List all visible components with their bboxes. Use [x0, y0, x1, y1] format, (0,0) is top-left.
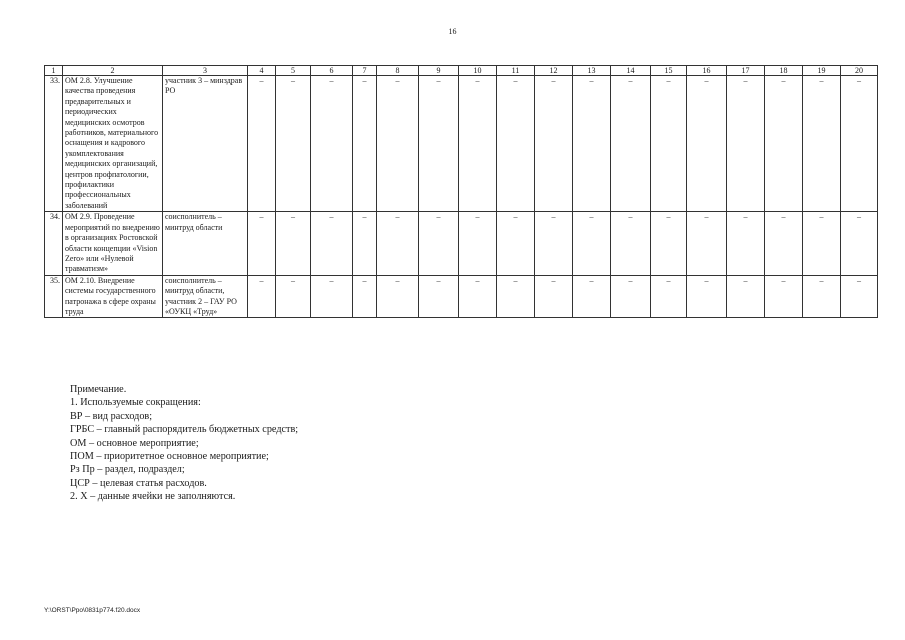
- value-cell: –: [765, 275, 803, 318]
- value-cell: –: [497, 212, 535, 275]
- value-cell: –: [248, 212, 276, 275]
- column-header: 11: [497, 66, 535, 76]
- value-cell: –: [573, 212, 611, 275]
- value-cell: –: [841, 275, 878, 318]
- value-cell: –: [311, 76, 353, 212]
- column-header: 20: [841, 66, 878, 76]
- column-header: 10: [459, 66, 497, 76]
- column-header: 6: [311, 66, 353, 76]
- value-cell: –: [535, 76, 573, 212]
- value-cell: –: [687, 275, 727, 318]
- value-cell: –: [459, 275, 497, 318]
- file-path-footer: Y:\ORST\Ppo\0831p774.f20.docx: [44, 607, 141, 614]
- value-cell: –: [727, 212, 765, 275]
- column-header: 4: [248, 66, 276, 76]
- row-number-cell: 35.: [45, 275, 63, 318]
- value-cell: –: [497, 275, 535, 318]
- note-line: ЦСР – целевая статья расходов.: [70, 477, 207, 489]
- value-cell: –: [651, 76, 687, 212]
- value-cell: –: [419, 212, 459, 275]
- value-cell: –: [765, 76, 803, 212]
- column-header: 17: [727, 66, 765, 76]
- value-cell: –: [687, 212, 727, 275]
- executor-cell: участник 3 – минздрав РО: [163, 76, 248, 212]
- page-number: 16: [448, 27, 457, 36]
- value-cell: –: [377, 76, 419, 212]
- value-cell: –: [651, 275, 687, 318]
- value-cell: –: [419, 76, 459, 212]
- value-cell: –: [419, 275, 459, 318]
- note-line: ОМ – основное мероприятие;: [70, 437, 199, 449]
- note-line: Рз Пр – раздел, подраздел;: [70, 464, 185, 476]
- column-header: 19: [803, 66, 841, 76]
- column-header: 15: [651, 66, 687, 76]
- measure-name-cell: ОМ 2.10. Внедрение системы государственного патронажа в сфере охраны труда: [63, 275, 163, 318]
- value-cell: –: [248, 275, 276, 318]
- note-line: 1. Используемые сокращения:: [70, 397, 201, 409]
- data-table: [44, 65, 878, 318]
- value-cell: –: [611, 212, 651, 275]
- column-header: 1: [45, 66, 63, 76]
- value-cell: –: [377, 212, 419, 275]
- column-header: 7: [353, 66, 377, 76]
- column-header: 3: [163, 66, 248, 76]
- table-row: [45, 275, 878, 318]
- value-cell: –: [651, 212, 687, 275]
- value-cell: –: [311, 212, 353, 275]
- value-cell: –: [276, 76, 311, 212]
- column-header: 12: [535, 66, 573, 76]
- value-cell: –: [535, 275, 573, 318]
- row-number-cell: 33.: [45, 76, 63, 212]
- note-title: Примечание.: [70, 384, 127, 395]
- value-cell: –: [803, 76, 841, 212]
- value-cell: –: [803, 212, 841, 275]
- note-section: [70, 383, 298, 504]
- note-line: ГРБС – главный распорядитель бюджетных средств;: [70, 424, 299, 436]
- value-cell: –: [727, 275, 765, 318]
- note-line: ПОМ – приоритетное основное мероприятие;: [70, 451, 269, 463]
- column-header: 8: [377, 66, 419, 76]
- value-cell: –: [573, 76, 611, 212]
- value-cell: –: [353, 76, 377, 212]
- executor-cell: соисполнитель – минтруд области, участник 2 – ГАУ РО «ОУКЦ «Труд»: [163, 275, 248, 318]
- column-header: 13: [573, 66, 611, 76]
- table-header-row: [45, 66, 878, 76]
- value-cell: –: [803, 275, 841, 318]
- value-cell: –: [573, 275, 611, 318]
- value-cell: –: [765, 212, 803, 275]
- value-cell: –: [248, 76, 276, 212]
- column-header: 16: [687, 66, 727, 76]
- column-header: 5: [276, 66, 311, 76]
- measure-name-cell: ОМ 2.8. Улучшение качества проведения предварительных и периодических медицинских осмотров работников, материального оснащения и кадрового укомплектования медицинских организаций, центров профпатологии, профилактики профессиональных заболеваний: [63, 76, 163, 212]
- note-line: ВР – вид расходов;: [70, 410, 153, 422]
- column-header: 14: [611, 66, 651, 76]
- value-cell: –: [611, 76, 651, 212]
- value-cell: –: [841, 212, 878, 275]
- value-cell: –: [276, 275, 311, 318]
- column-header: 18: [765, 66, 803, 76]
- note-line: 2. Х – данные ячейки не заполняются.: [70, 491, 236, 503]
- table-body: [45, 76, 878, 318]
- value-cell: –: [611, 275, 651, 318]
- executor-cell: соисполнитель – минтруд области: [163, 212, 248, 275]
- value-cell: –: [276, 212, 311, 275]
- value-cell: –: [727, 76, 765, 212]
- table-row: [45, 212, 878, 275]
- value-cell: –: [535, 212, 573, 275]
- column-header: 9: [419, 66, 459, 76]
- value-cell: –: [353, 275, 377, 318]
- table-row: [45, 76, 878, 212]
- value-cell: –: [459, 76, 497, 212]
- value-cell: –: [841, 76, 878, 212]
- value-cell: –: [497, 76, 535, 212]
- value-cell: –: [459, 212, 497, 275]
- row-number-cell: 34.: [45, 212, 63, 275]
- value-cell: –: [687, 76, 727, 212]
- value-cell: –: [353, 212, 377, 275]
- value-cell: –: [311, 275, 353, 318]
- column-header: 2: [63, 66, 163, 76]
- value-cell: –: [377, 275, 419, 318]
- measure-name-cell: ОМ 2.9. Проведение мероприятий по внедрению в организациях Ростовской области концепции «Vision Zero» или «Нулевой травматизм»: [63, 212, 163, 275]
